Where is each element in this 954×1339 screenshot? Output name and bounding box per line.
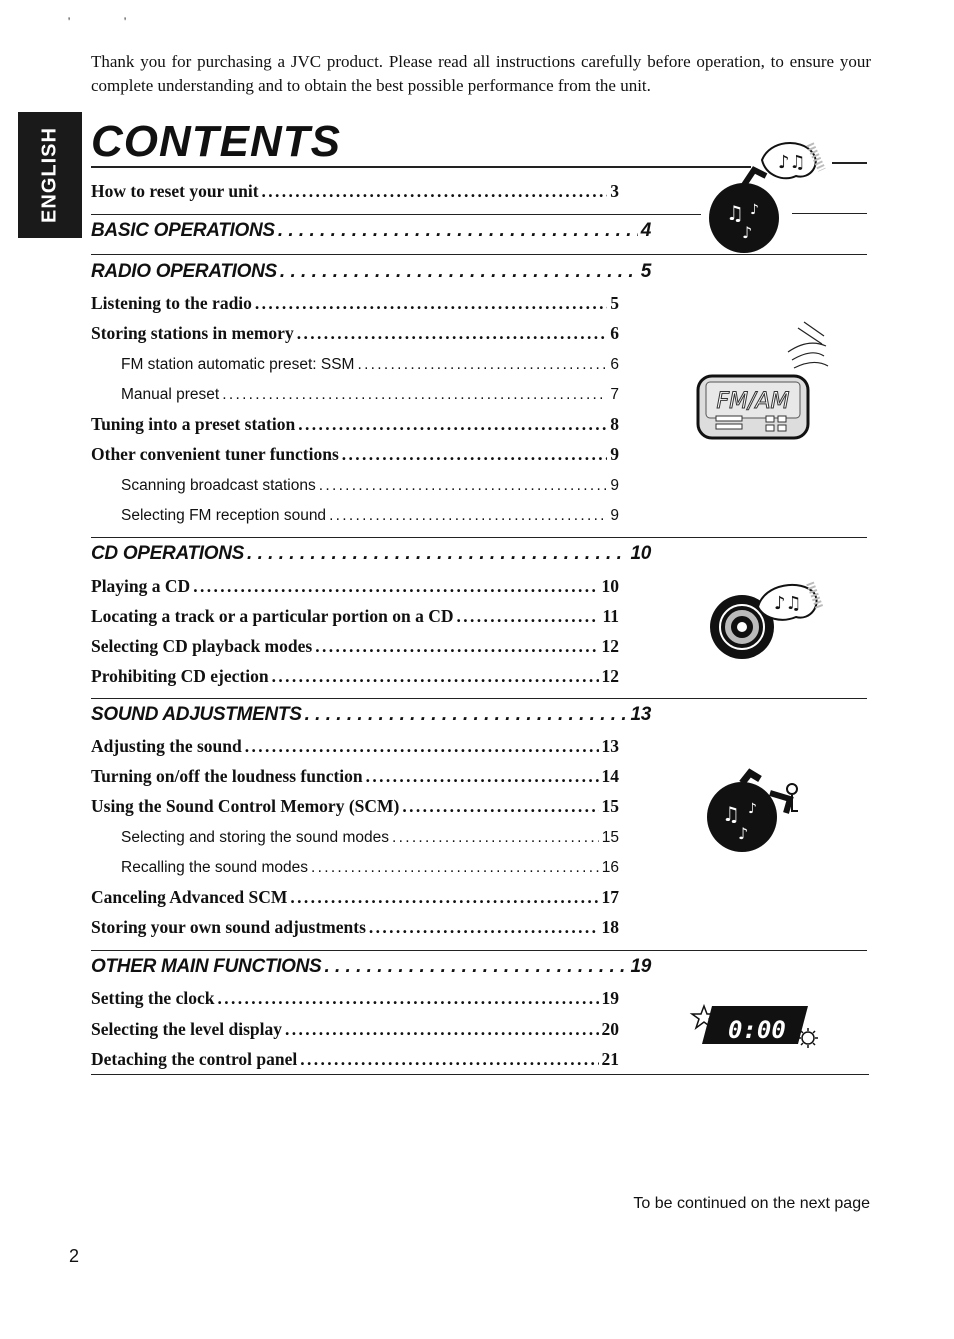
toc-section-page: 13 (630, 704, 651, 725)
toc-entry-page: 11 (602, 606, 619, 626)
toc-entry-page: 20 (601, 1019, 619, 1039)
toc-entry-page: 19 (601, 988, 619, 1008)
toc-entry-page: 14 (601, 766, 619, 786)
toc-section-label: SOUND ADJUSTMENTS (91, 704, 302, 725)
toc-entry-page: 8 (610, 414, 619, 434)
toc-entry-label: How to reset your unit (91, 181, 259, 201)
toc-subentry[interactable] (121, 477, 619, 495)
toc-entry-page: 13 (601, 736, 619, 756)
toc-entry[interactable] (91, 1019, 619, 1040)
toc-entry-label: Other convenient tuner functions (91, 444, 339, 464)
language-tab-label: ENGLISH (38, 127, 61, 223)
toc-entry-page: 3 (610, 181, 619, 201)
toc-entry-page: 5 (610, 293, 619, 313)
toc-entry-page: 12 (601, 636, 619, 656)
toc-entry-page: 12 (601, 666, 619, 686)
toc-entry-page: 21 (601, 1049, 619, 1069)
toc-subentry-label: Scanning broadcast stations (121, 477, 316, 494)
toc-entry[interactable] (91, 988, 619, 1009)
toc-subentry[interactable] (121, 507, 619, 525)
toc-subentry-page: 9 (610, 477, 619, 494)
toc-subentry-page: 16 (601, 859, 619, 876)
toc-entry-label: Listening to the radio (91, 293, 252, 313)
toc-entry-label: Canceling Advanced SCM (91, 887, 288, 907)
section-rule (91, 1074, 869, 1075)
section-rule (91, 950, 867, 951)
toc-entry-label: Turning on/off the loudness function (91, 766, 363, 786)
toc-subentry[interactable] (121, 356, 619, 374)
svg-text:♪: ♪ (748, 801, 757, 817)
section-rule (91, 537, 867, 538)
fm-am-tuner-icon (694, 318, 834, 443)
toc-section-other-main-functions[interactable] (91, 956, 651, 978)
toc-entry-label: Adjusting the sound (91, 736, 242, 756)
toc-section-page: 4 (640, 220, 651, 241)
toc-subentry-page: 9 (610, 507, 619, 524)
page-number: 2 (69, 1246, 80, 1266)
toc-section-page: 10 (630, 543, 651, 564)
toc-subentry-label: Selecting FM reception sound (121, 507, 327, 524)
toc-entry[interactable] (91, 414, 619, 435)
toc-entry-label: Prohibiting CD ejection (91, 666, 269, 686)
svg-text:♫: ♫ (722, 802, 740, 826)
toc-entry[interactable] (91, 1049, 619, 1070)
toc-section-sound-adjustments[interactable] (91, 704, 651, 726)
toc-section-radio-operations[interactable] (91, 261, 651, 283)
svg-text:♪♫: ♪♫ (778, 152, 806, 173)
toc-subentry-label: Manual preset (121, 386, 220, 403)
scan-mark: ' (68, 14, 71, 28)
clock-display-text: 0:00 (728, 1016, 786, 1044)
toc-section-page: 19 (630, 956, 651, 977)
toc-subentry-page: 6 (610, 356, 619, 373)
toc-entry[interactable] (91, 736, 619, 757)
toc-entry-page: 9 (610, 444, 619, 464)
toc-entry-page: 17 (601, 887, 619, 907)
toc-subentry-page: 7 (610, 386, 619, 403)
toc-entry[interactable] (91, 666, 619, 687)
title-rule-end (832, 162, 867, 164)
toc-entry[interactable] (91, 766, 619, 787)
toc-entry-label: Using the Sound Control Memory (SCM) (91, 796, 400, 816)
toc-subentry-label: FM station automatic preset: SSM (121, 356, 355, 373)
toc-section-label: BASIC OPERATIONS (91, 220, 275, 241)
title-rule (91, 166, 751, 168)
toc-entry-label: Playing a CD (91, 576, 191, 596)
toc-section-label: RADIO OPERATIONS (91, 261, 277, 282)
svg-text:♪: ♪ (742, 223, 753, 242)
music-bag-icon (700, 130, 830, 255)
toc-entry[interactable] (91, 293, 619, 314)
toc-entry-page: 6 (610, 323, 619, 343)
toc-section-basic-operations[interactable] (91, 220, 651, 242)
toc-entry-label: Selecting the level display (91, 1019, 283, 1039)
toc-entry-label: Locating a track or a particular portion on a CD (91, 606, 454, 626)
section-rule (91, 214, 701, 215)
svg-text:♪: ♪ (750, 202, 759, 218)
svg-text:♪: ♪ (738, 824, 749, 843)
toc-subentry-label: Recalling the sound modes (121, 859, 308, 876)
toc-entry-page: 15 (601, 796, 619, 816)
toc-entry-page: 18 (601, 917, 619, 937)
toc-subentry[interactable] (121, 859, 619, 877)
toc-entry-label: Storing stations in memory (91, 323, 294, 343)
cd-disc-icon (706, 575, 826, 665)
toc-entry[interactable] (91, 444, 619, 465)
toc-entry-label: Setting the clock (91, 988, 215, 1008)
toc-section-label: CD OPERATIONS (91, 543, 245, 564)
toc-entry[interactable] (91, 887, 619, 908)
toc-entry[interactable] (91, 181, 619, 202)
toc-subentry[interactable] (121, 386, 619, 404)
clock-display-icon (688, 1000, 823, 1056)
section-rule (91, 698, 867, 699)
toc-entry-label: Storing your own sound adjustments (91, 917, 366, 937)
toc-section-label: OTHER MAIN FUNCTIONS (91, 956, 322, 977)
continued-note: To be continued on the next page (633, 1195, 870, 1212)
toc-subentry-page: 15 (601, 829, 619, 846)
intro-paragraph: Thank you for purchasing a JVC product. Please read all instructions carefully before operation, to ensure your complete understanding and to obtain the best possible performance from the unit. (91, 52, 871, 95)
toc-entry-label: Detaching the control panel (91, 1049, 298, 1069)
toc-entry[interactable] (91, 917, 619, 938)
svg-text:♫: ♫ (726, 201, 744, 225)
toc-subentry-label: Selecting and storing the sound modes (121, 829, 389, 846)
toc-entry-label: Tuning into a preset station (91, 414, 296, 434)
svg-text:♪♫: ♪♫ (774, 593, 802, 614)
toc-entry-page: 10 (601, 576, 619, 596)
music-bag-icon (706, 765, 816, 855)
toc-entry[interactable] (91, 606, 619, 627)
toc-entry[interactable] (91, 636, 619, 657)
toc-subentry[interactable] (121, 829, 619, 847)
fm-am-label: FM/AM (716, 389, 790, 414)
toc-entry[interactable] (91, 576, 619, 597)
toc-section-cd-operations[interactable] (91, 543, 651, 565)
page-title: CONTENTS (91, 117, 341, 166)
scan-mark: ' (124, 14, 127, 28)
toc-entry-label: Selecting CD playback modes (91, 636, 313, 656)
toc-section-page: 5 (640, 261, 651, 282)
language-tab (18, 112, 82, 238)
toc-entry[interactable] (91, 323, 619, 344)
toc-entry[interactable] (91, 796, 619, 817)
